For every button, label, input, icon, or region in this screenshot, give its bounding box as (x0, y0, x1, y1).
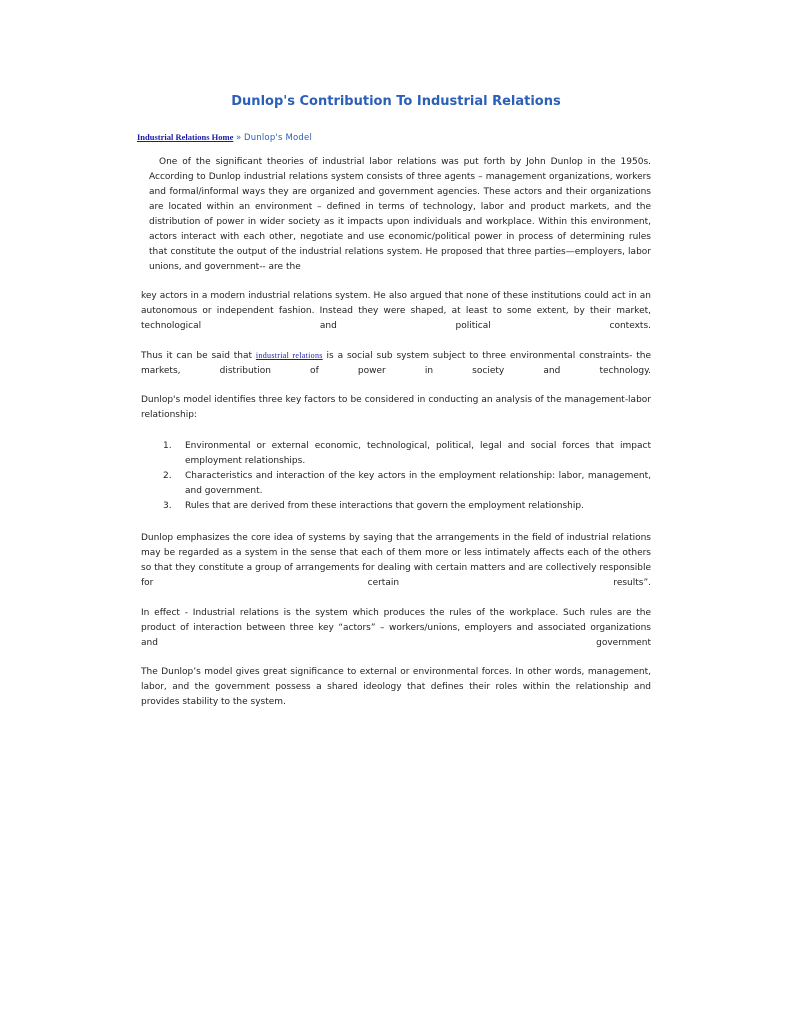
intro-indented-block (149, 155, 651, 275)
subsystem-paragraph (141, 348, 651, 379)
list-item-number: 1. (163, 441, 172, 451)
subsystem-text-before: Thus it can be said that (141, 351, 256, 361)
list-item-text: Environmental or external economic, technological, political, legal and social forces that impact employment relationships. (185, 441, 651, 466)
breadcrumb-current: Dunlop's Model (243, 133, 313, 143)
key-factors-list (141, 439, 651, 514)
page-title: Dunlop's Contribution To Industrial Relations (231, 94, 561, 109)
key-factors-intro-block (141, 393, 651, 423)
list-item (141, 469, 651, 499)
workplace-rules-paragraph-block (141, 606, 651, 651)
model-significance-paragraph-block (141, 665, 651, 710)
list-item-text: Characteristics and interaction of the key actors in the employment relationship: labor, management, and government. (185, 471, 651, 496)
subsystem-text-after: is a social sub system subject to three environmental constraints- the markets, distribution of power in society and technology. (141, 351, 652, 376)
list-item (141, 439, 651, 469)
breadcrumb-home-link[interactable]: Industrial Relations Home (137, 132, 234, 142)
intro-paragraph: One of the significant theories of industrial labor relations was put forth by John Dunlop in the 1950s. According to Dunlop industrial relations system consists of three agents – management organizations, workers and formal/informal ways they are organized and government agencies. These actors and their organizations are located within an environment – defined in terms of technology, labor and product markets, and the distribution of power in wider society as it impacts upon individuals and workplace. Within this environment, actors interact with each other, negotiate and use economic/political power in process of determining rules that constitute the output of the industrial relations system. He proposed that three parties—employers, labor unions, and government-- are the (149, 157, 651, 272)
systems-paragraph: Dunlop emphasizes the core idea of systems by saying that the arrangements in the field of industrial relations may be regarded as a system in the sense that each of them more or less intimately affects each of the others so that they constitute a group of arrangements for dealing with certain matters and are collectively responsible for certain results”. (141, 533, 651, 588)
breadcrumb-separator: » (236, 133, 242, 143)
list-item-number: 2. (163, 471, 172, 481)
subsystem-paragraph-block (141, 348, 651, 379)
list-item (141, 499, 651, 514)
industrial-relations-link[interactable]: industrial relations (255, 351, 323, 360)
list-item-number: 3. (163, 501, 172, 511)
intro-continued-block (141, 289, 651, 334)
intro-continued-paragraph: key actors in a modern industrial relations system. He also argued that none of these institutions could act in an autonomous or independent fashion. Instead they were shaped, at least to some extent, by their market, technological and political contexts. (141, 291, 651, 331)
workplace-rules-paragraph: In effect - Industrial relations is the system which produces the rules of the workplace. Such rules are the product of interaction between three key “actors” – workers/unions, employers and associated organizations and government (141, 608, 651, 648)
systems-paragraph-block (141, 531, 651, 591)
key-factors-intro: Dunlop's model identifies three key factors to be considered in conducting an analysis of the management-labor relationship: (141, 395, 651, 420)
list-item-text: Rules that are derived from these interactions that govern the employment relationship. (185, 501, 584, 511)
breadcrumb (137, 132, 312, 143)
model-significance-paragraph: The Dunlop’s model gives great significance to external or environmental forces. In other words, management, labor, and the government possess a shared ideology that defines their roles within the relationship and provides stability to the system. (141, 667, 651, 707)
